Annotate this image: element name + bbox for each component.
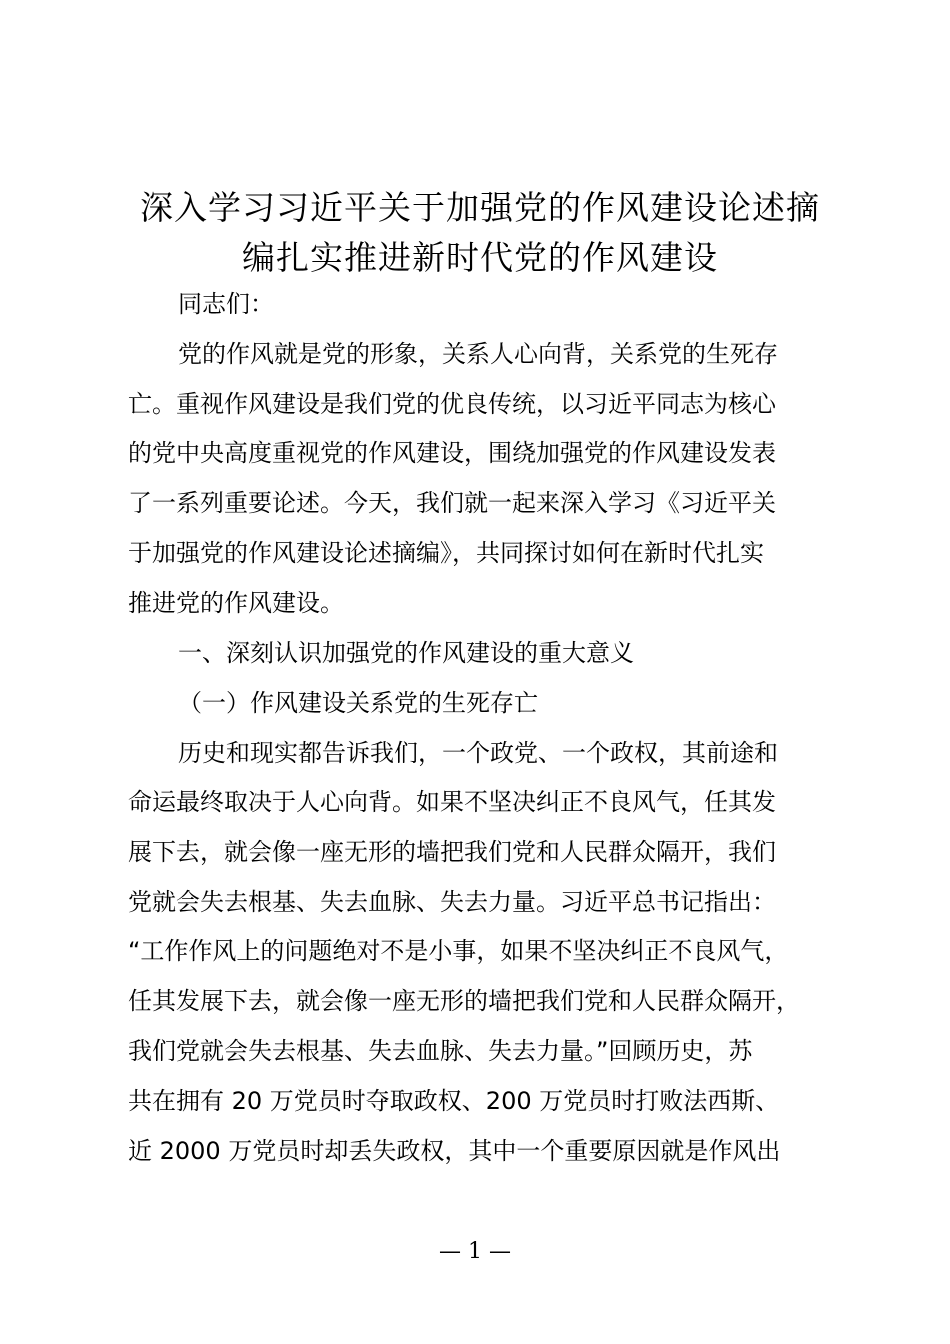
title-line-2: 编扎实推进新时代党的作风建设 [242, 238, 718, 277]
paragraph-line: 我们党就会失去根基、失去血脉、失去力量。”回顾历史，苏 [128, 1037, 753, 1065]
paragraph-line: 共在拥有 20 万党员时夺取政权、200 万党员时打败法西斯、 [128, 1087, 780, 1115]
paragraph-line: 党就会失去根基、失去血脉、失去力量。习近平总书记指出： [128, 888, 776, 916]
title-line-1: 深入学习习近平关于加强党的作风建设论述摘 [140, 188, 820, 227]
section-heading: 一、深刻认识加强党的作风建设的重大意义 [178, 639, 634, 667]
document-title [110, 183, 850, 283]
paragraph-line: 展下去，就会像一座无形的墙把我们党和人民群众隔开，我们 [128, 838, 776, 866]
paragraph-line: 了一系列重要论述。今天，我们就一起来深入学习《习近平关 [128, 489, 776, 517]
paragraph-line: 任其发展下去，就会像一座无形的墙把我们党和人民群众隔开， [128, 987, 800, 1015]
page-number: — 1 — [439, 1239, 511, 1264]
paragraph-line: “工作作风上的问题绝对不是小事，如果不坚决纠正不良风气， [128, 937, 789, 965]
paragraph-line: 推进党的作风建设。 [128, 589, 344, 617]
salutation: 同志们： [178, 290, 274, 318]
paragraph-line: 党的作风就是党的形象，关系人心向背，关系党的生死存 [178, 340, 778, 368]
subsection-heading: （一）作风建设关系党的生死存亡 [178, 689, 538, 717]
paragraph-line: 于加强党的作风建设论述摘编》，共同探讨如何在新时代扎实 [128, 539, 764, 567]
paragraph-line: 近 2000 万党员时却丢失政权，其中一个重要原因就是作风出 [128, 1137, 781, 1165]
paragraph-line: 亡。重视作风建设是我们党的优良传统，以习近平同志为核心 [128, 390, 776, 418]
paragraph-line: 的党中央高度重视党的作风建设，围绕加强党的作风建设发表 [128, 439, 776, 467]
paragraph-line: 命运最终取决于人心向背。如果不坚决纠正不良风气，任其发 [128, 788, 776, 816]
paragraph-line: 历史和现实都告诉我们，一个政党、一个政权，其前途和 [178, 739, 778, 767]
